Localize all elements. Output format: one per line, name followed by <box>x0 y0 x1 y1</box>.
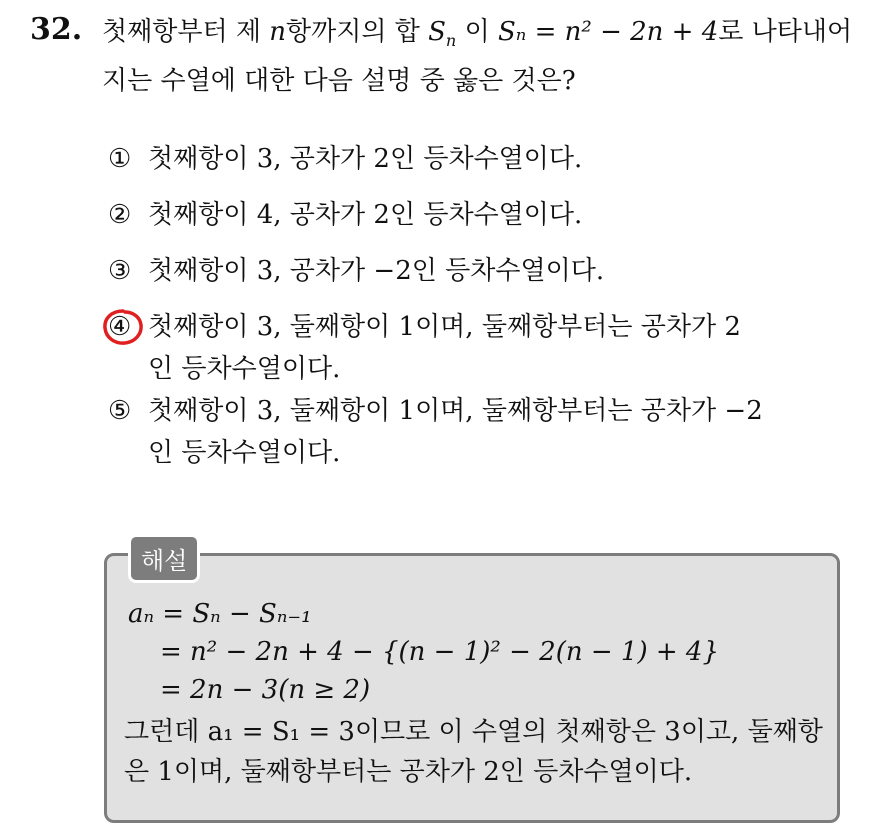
solution-equation-1: aₙ = Sₙ − Sₙ₋₁ <box>128 599 312 629</box>
choice-4[interactable] <box>108 306 828 390</box>
choice-5[interactable] <box>108 390 828 474</box>
choice-2[interactable] <box>108 194 828 236</box>
choice-text: 첫째항이 3, 공차가 2인 등차수열이다. <box>148 144 583 174</box>
choice-number: ① <box>108 144 132 174</box>
choice-number: ③ <box>108 256 132 286</box>
choice-text: 첫째항이 3, 둘째항이 1이며, 둘째항부터는 공차가 2인 등차수열이다. <box>148 312 741 384</box>
question-sn: $S_n$ <box>428 17 457 51</box>
question-formula: Sₙ = n² − 2n + 4 <box>497 17 719 47</box>
question-variable: n <box>269 17 286 47</box>
question-text-part: 로 나타내어지는 수열에 대한 다음 설명 중 옳은 것은? <box>102 17 853 97</box>
choice-number: ⑤ <box>108 396 132 426</box>
choice-number: ② <box>108 200 132 230</box>
choice-text: 첫째항이 3, 공차가 −2인 등차수열이다. <box>148 256 605 286</box>
choice-text: 첫째항이 4, 공차가 2인 등차수열이다. <box>148 200 583 230</box>
choice-3[interactable] <box>108 250 828 292</box>
choice-1[interactable] <box>108 138 828 180</box>
choice-number: ④ <box>108 312 132 342</box>
answer-circle-mark <box>101 307 145 347</box>
question-number: 32. <box>30 12 83 47</box>
question-text-part: 이 <box>464 17 490 47</box>
question-text-part: 첫째항부터 제 <box>102 17 261 47</box>
solution-label: 해설 <box>128 534 200 583</box>
solution-equation-2: = n² − 2n + 4 − {(n − 1)² − 2(n − 1) + 4} <box>160 637 719 667</box>
question-text <box>102 12 872 101</box>
solution-equation-3: = 2n − 3(n ≥ 2) <box>160 675 371 705</box>
choice-text: 첫째항이 3, 둘째항이 1이며, 둘째항부터는 공차가 −2인 등차수열이다. <box>148 396 763 468</box>
solution-conclusion: 그런데 a₁ = S₁ = 3이므로 이 수열의 첫째항은 3이고, 둘째항은 1이며, 둘째항부터는 공차가 2인 등차수열이다. <box>124 717 823 787</box>
question-text-part: 항까지의 합 <box>285 17 420 47</box>
